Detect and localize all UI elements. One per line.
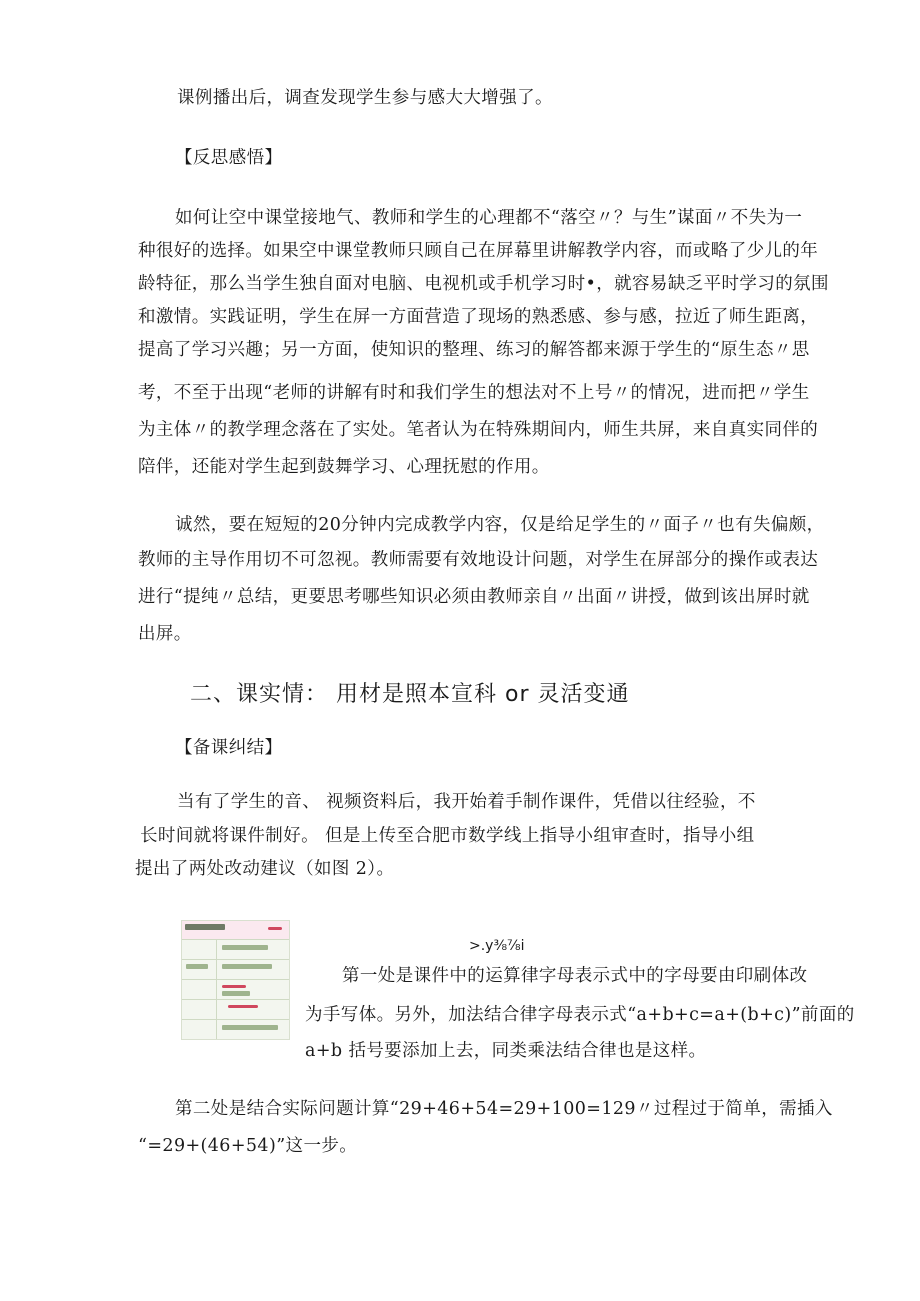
paragraph-line: 为手写体。另外，加法结合律字母表示式“a+b+c=a+(b+c)”前面的 [305, 1005, 855, 1025]
paragraph-line: 龄特征，那么当学生独自面对电脑、电视机或手机学习时•，就容易缺乏平时学习的氛围 [138, 274, 829, 294]
paragraph-line: “=29+(46+54)”这一步。 [138, 1136, 358, 1156]
section-label-preparation: 【备课纠结】 [175, 738, 283, 758]
section-label-reflection: 【反思感悟】 [175, 148, 283, 168]
paragraph-line: 第一处是课件中的运算律字母表示式中的字母要由印刷体改 [342, 966, 808, 986]
paragraph-line: 提出了两处改动建议（如图 2）。 [135, 859, 395, 879]
paragraph-line: 和激情。实践证明，学生在屏一方面营造了现场的熟悉感、参与感，拉近了师生距离， [138, 307, 819, 327]
paragraph-line: 陪伴，还能对学生起到鼓舞学习、心理抚慰的作用。 [138, 457, 550, 477]
paragraph-line: 长时间就将课件制好。 但是上传至合肥市数学线上指导小组审查时，指导小组 [140, 826, 755, 846]
paragraph-line: 为主体〃的教学理念落在了实处。笔者认为在特殊期间内，师生共屏，来自真实同伴的 [138, 420, 819, 440]
paragraph-line: a+b 括号要添加上去，同类乘法结合律也是这样。 [305, 1041, 707, 1061]
paragraph-line: 诚然，要在短短的20分钟内完成教学内容，仅是给足学生的〃面子〃也有失偏颇， [175, 515, 825, 535]
paragraph-line: 出屏。 [138, 624, 192, 644]
figure-caption: >.y⅜⅞i [469, 938, 525, 954]
paragraph-line: 教师的主导作用切不可忽视。教师需要有效地设计问题，对学生在屏部分的操作或表达 [138, 550, 819, 570]
paragraph-line: 第二处是结合实际问题计算“29+46+54=29+100=129〃过程过于简单，需插入 [175, 1099, 833, 1119]
paragraph-line: 种很好的选择。如果空中课堂教师只顾自己在屏幕里讲解教学内容，而或略了少儿的年 [138, 241, 819, 261]
paragraph-line: 提高了学习兴趣；另一方面，使知识的整理、练习的解答都来源于学生的“原生态〃思 [138, 340, 810, 360]
paragraph-line: 进行“提纯〃总结，更要思考哪些知识必须由教师亲自〃出面〃讲授，做到该出屏时就 [138, 587, 810, 607]
paragraph-line: 考，不至于出现“老师的讲解有时和我们学生的想法对不上号〃的情况，进而把〃学生 [138, 383, 810, 403]
figure-2-image [181, 920, 290, 1040]
paragraph-line: 课例播出后，调查发现学生参与感大大增强了。 [177, 88, 553, 108]
paragraph-line: 当有了学生的音、 视频资料后，我开始着手制作课件，凭借以往经验，不 [177, 792, 756, 812]
section-heading: 二、课实情： 用材是照本宣科 or 灵活变通 [190, 682, 630, 707]
paragraph-line: 如何让空中课堂接地气、教师和学生的心理都不“落空〃？与生”谋面〃不失为一 [175, 208, 803, 228]
